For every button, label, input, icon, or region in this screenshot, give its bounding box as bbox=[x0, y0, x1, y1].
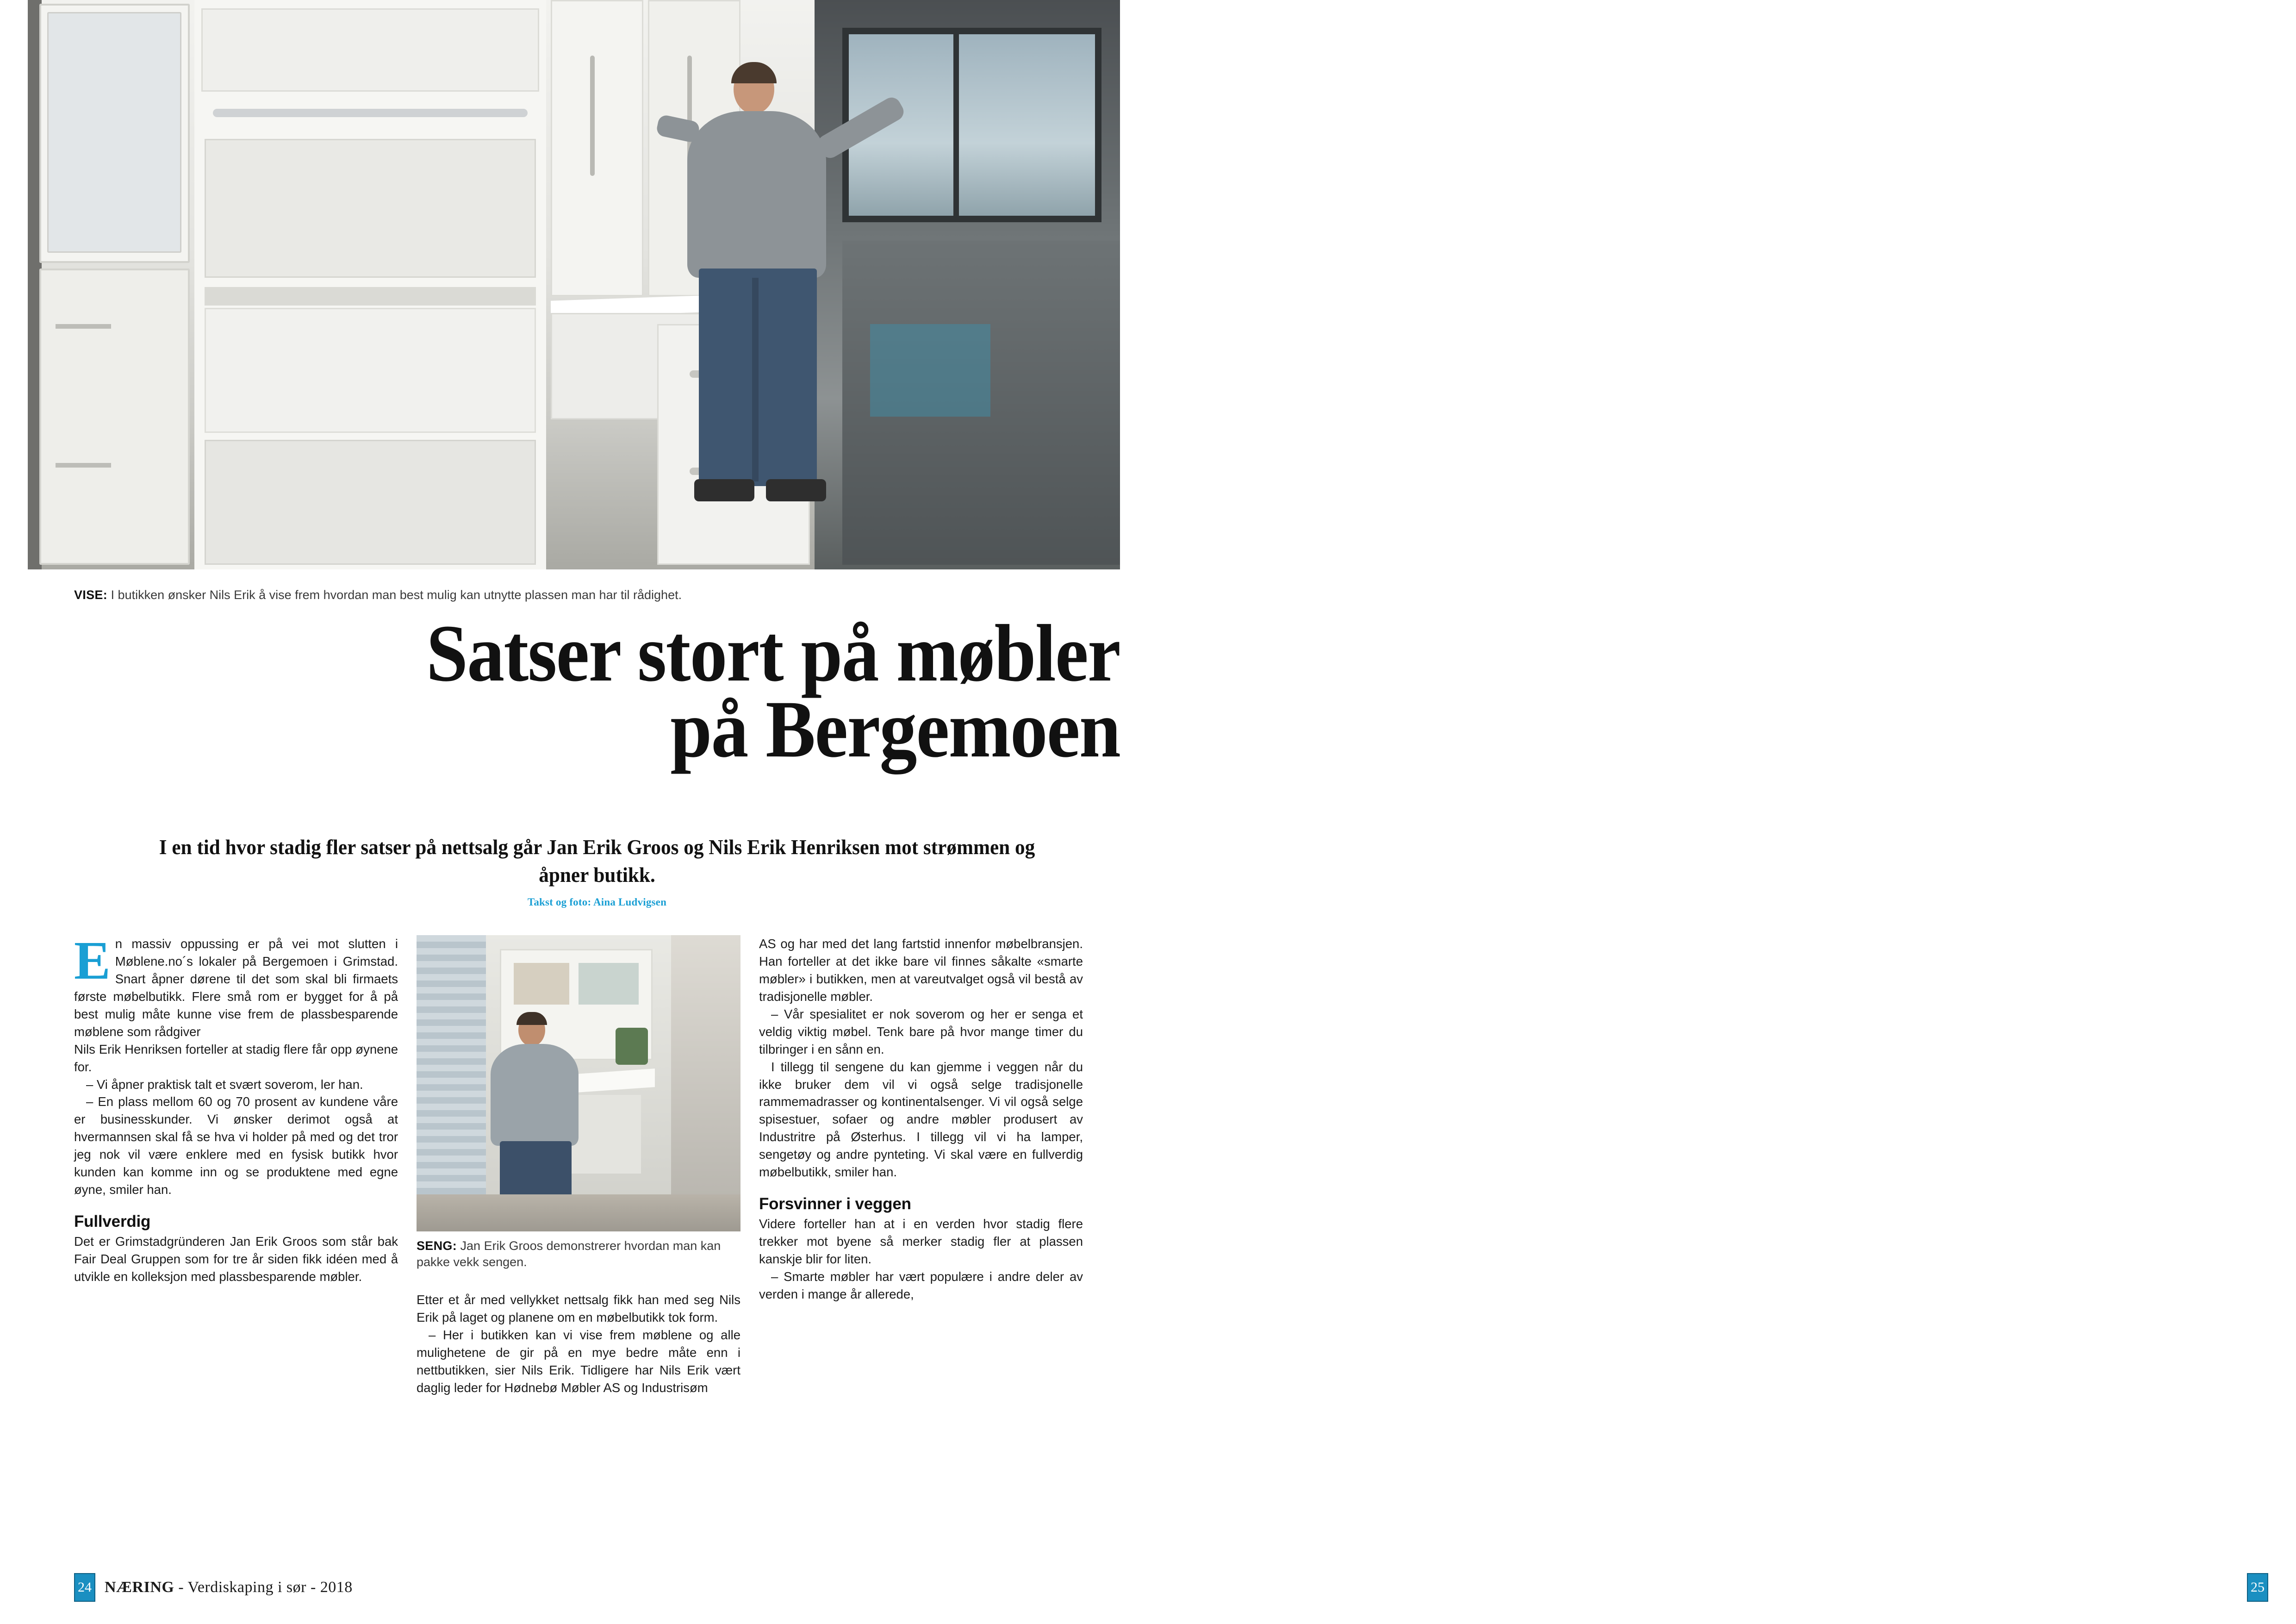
left-column-3 bbox=[759, 935, 1083, 1397]
page-title bbox=[74, 608, 1120, 775]
seng-caption-label: SENG: bbox=[417, 1239, 457, 1253]
paragraph: Videre forteller han at i en verden hvor stadig flere trekker mot byene så merker stadig fler at plassen kanskje blir for liten. bbox=[759, 1217, 1083, 1266]
paragraph: Det er Grimstadgründeren Jan Erik Groos som står bak Fair Deal Gruppen som for tre år siden fikk idéen med å utvikle en kolleksjon med plassbesparende møbler. bbox=[74, 1234, 398, 1284]
article-deck: I en tid hvor stadig fler satser på nettsalg går Jan Erik Groos og Nils Erik Henriksen mot strømmen og åpner butikk. bbox=[159, 835, 1035, 887]
subheading-forsvinner: Forsvinner i veggen bbox=[759, 1195, 911, 1213]
left-column-2 bbox=[417, 935, 740, 1397]
paragraph: – Smarte møbler har vært populære i andre deler av verden i mange år allerede, bbox=[759, 1269, 1083, 1301]
paragraph: – Her i butikken kan vi vise frem møblene og alle mulighetene de gir på en mye bedre måte enn i nettbutikken, sier Nils Erik. Tidligere har Nils Erik vært daglig leder for Hødnebø Møbler AS og Industrisøm bbox=[417, 1327, 740, 1395]
page-number: 25 bbox=[2247, 1573, 2268, 1602]
headline-line-2: på Bergemoen bbox=[670, 684, 1120, 775]
page-number: 24 bbox=[74, 1573, 95, 1602]
folio-section: NÆRING bbox=[105, 1579, 174, 1596]
paragraph: Nils Erik Henriksen forteller at stadig flere får opp øynene for. bbox=[74, 1042, 398, 1074]
lead-paragraph bbox=[74, 930, 398, 1041]
folio-left bbox=[74, 1573, 353, 1602]
paragraph: – En plass mellom 60 og 70 prosent av kundene våre er businesskunder. Vi ønsker derimot også at hvermannsen skal få se hva vi holder på med og det tror jeg nok vil være enklere med en fysisk butikk hvor kunden kan komme inn og se produktene med egne øyne, smiler han. bbox=[74, 1094, 398, 1197]
left-column-1 bbox=[74, 930, 398, 1397]
folio-rest: - Verdiskaping i sør - 2018 bbox=[178, 1579, 353, 1596]
subheading-fullverdig: Fullverdig bbox=[74, 1212, 151, 1231]
hero-photo-caption bbox=[74, 587, 1120, 603]
lead-text: n massiv oppussing er på vei mot slutten i Møblene.no´s lokaler på Bergemoen i Grimstad. Snart åpner dørene til det som skal bli firmaets første møbelbutikk. Flere små rom er bygget for å på best mulig måte kunne vise frem de plassbesparende møblene som rådgiver bbox=[74, 937, 398, 1039]
paragraph: Etter et år med vellykket nettsalg fikk han med seg Nils Erik på laget og planene om en møbelbutikk tok form. bbox=[417, 1293, 740, 1325]
hero-caption-label: VISE: bbox=[74, 588, 108, 602]
article-byline: Takst og foto: Aina Ludvigsen bbox=[527, 896, 667, 908]
headline-line-1: Satser stort på møbler bbox=[426, 608, 1120, 699]
paragraph: – Vår spesialitet er nok soverom og her er senga et veldig viktig møbel. Tenk bare på hvor mange timer du tilbringer i en sånn en. bbox=[759, 1006, 1083, 1056]
seng-caption-text: Jan Erik Groos demonstrerer hvordan man kan pakke vekk sengen. bbox=[417, 1239, 721, 1269]
hero-caption-text: I butikken ønsker Nils Erik å vise frem hvordan man best mulig kan utnytte plassen man har til rådighet. bbox=[111, 588, 682, 602]
folio-right bbox=[2247, 1573, 2268, 1602]
paragraph: AS og har med det lang fartstid innenfor møbelbransjen. Han forteller at det ikke bare vil finnes såkalte «smarte møbler» i butikken, men at vareutvalget også vil bestå av tradisjonelle møbler. bbox=[759, 937, 1083, 1004]
drop-cap: E bbox=[74, 930, 111, 991]
paragraph: – Vi åpner praktisk talt et svært soverom, ler han. bbox=[86, 1077, 363, 1092]
inline-photo-caption-seng bbox=[417, 1238, 740, 1270]
hero-photo-showroom bbox=[28, 0, 1120, 569]
paragraph: I tillegg til sengene du kan gjemme i veggen når du ikke bruker dem vil vi også selge tradisjonelle rammemadrasser og kontinentalsenger. Vi vil også selge spisestuer, sofaer og andre møbler produsert av Industritre på Østerhus. I tillegg vil vi ha lamper, sengetøy og andre pynteting. Vi skal være en fullverdig møbelbutikk, smiler han. bbox=[759, 1059, 1083, 1180]
inline-photo-bed bbox=[417, 935, 740, 1231]
right-page bbox=[1148, 0, 2296, 1624]
